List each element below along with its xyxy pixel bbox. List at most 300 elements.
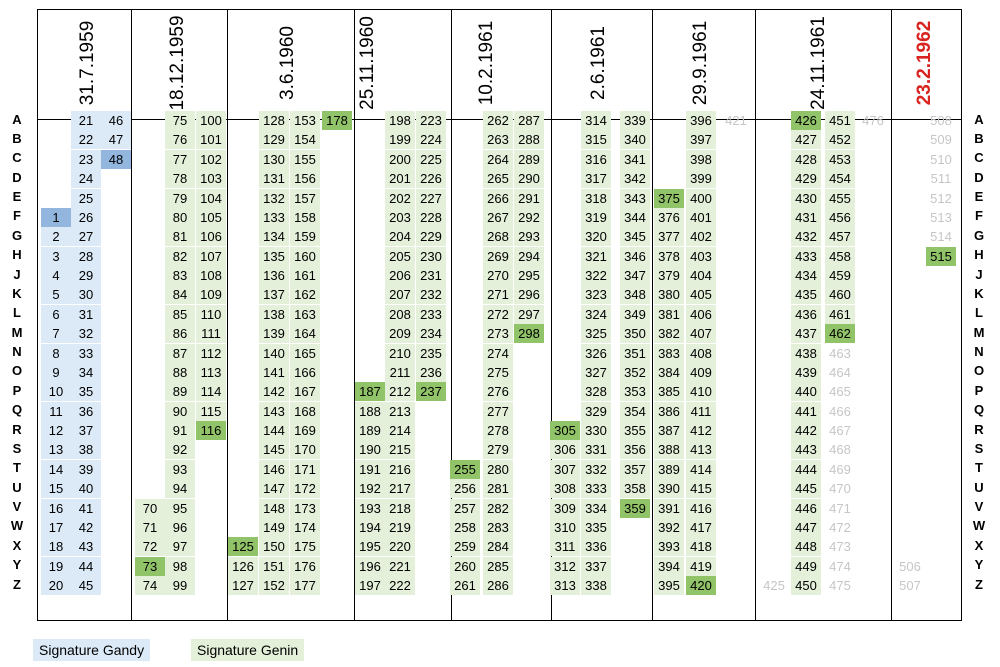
- signature-number-cell: 307: [550, 460, 580, 479]
- signature-number-cell: 77: [165, 150, 195, 169]
- signature-number-cell: 150: [259, 537, 289, 556]
- signature-number-cell: 269: [483, 247, 513, 266]
- signature-number-cell: 138: [259, 305, 289, 324]
- signature-number-cell: 386: [654, 402, 684, 421]
- signature-number-cell: 216: [385, 460, 415, 479]
- signature-number-cell: 135: [259, 247, 289, 266]
- signature-number-cell: 232: [416, 285, 446, 304]
- row-label: Z: [13, 576, 21, 592]
- signature-number-cell: 293: [514, 227, 544, 246]
- signature-number-cell: 163: [290, 305, 320, 324]
- signature-number-cell: 206: [385, 266, 415, 285]
- row-label: T: [13, 460, 21, 476]
- signature-number-cell: 319: [581, 208, 611, 227]
- signature-number-cell: 261: [450, 576, 480, 595]
- signature-number-cell: 27: [71, 227, 101, 246]
- signature-number-cell: 10: [41, 382, 71, 401]
- row-label: U: [12, 479, 22, 495]
- legend-gandy: Signature Gandy: [33, 639, 150, 661]
- signature-number-cell: 403: [686, 247, 716, 266]
- date-label: 10.2.1961: [476, 20, 497, 106]
- signature-number-cell: 166: [290, 363, 320, 382]
- signature-number-cell: 338: [581, 576, 611, 595]
- signature-number-cell: 512: [930, 190, 952, 206]
- signature-number-cell: 272: [483, 305, 513, 324]
- signature-number-cell: 323: [581, 285, 611, 304]
- signature-number-cell: 404: [686, 266, 716, 285]
- signature-number-cell: 458: [825, 247, 855, 266]
- date-label: 25.11.1960: [357, 16, 378, 110]
- row-label: O: [11, 363, 23, 379]
- date-label: 2.6.1961: [588, 26, 609, 100]
- signature-number-cell: 342: [620, 169, 650, 188]
- signature-number-cell: 146: [259, 460, 289, 479]
- signature-number-cell: 463: [829, 345, 851, 361]
- row-label: O: [973, 363, 985, 379]
- signature-number-cell: 37: [71, 421, 101, 440]
- signature-number-cell: 357: [620, 460, 650, 479]
- signature-number-cell: 18: [41, 537, 71, 556]
- row-label: U: [974, 479, 984, 495]
- signature-number-cell: 283: [483, 518, 513, 537]
- signature-number-cell: 178: [322, 111, 352, 130]
- signature-number-cell: 425: [763, 578, 785, 593]
- signature-number-cell: 256: [450, 479, 480, 498]
- signature-number-cell: 469: [829, 461, 851, 477]
- signature-number-cell: 472: [829, 519, 851, 535]
- signature-number-cell: 290: [514, 169, 544, 188]
- signature-number-cell: 9: [41, 363, 71, 382]
- date-label: 3.6.1960: [277, 26, 298, 100]
- signature-number-cell: 199: [385, 130, 415, 149]
- signature-number-cell: 322: [581, 266, 611, 285]
- signature-number-cell: 21: [71, 111, 101, 130]
- signature-number-cell: 207: [385, 285, 415, 304]
- row-label: N: [12, 344, 22, 359]
- signature-number-cell: 405: [686, 285, 716, 304]
- row-label: N: [974, 344, 984, 359]
- signature-number-cell: 42: [71, 518, 101, 537]
- signature-number-cell: 160: [290, 247, 320, 266]
- signature-number-cell: 411: [686, 402, 716, 421]
- signature-number-cell: 139: [259, 324, 289, 343]
- signature-number-cell: 143: [259, 402, 289, 421]
- legend-genin: Signature Genin: [191, 639, 304, 661]
- signature-number-cell: 421: [725, 113, 747, 128]
- signature-number-cell: 295: [514, 266, 544, 285]
- signature-number-cell: 208: [385, 305, 415, 324]
- signature-number-cell: 191: [355, 460, 385, 479]
- signature-number-cell: 255: [450, 460, 480, 479]
- signature-number-cell: 140: [259, 344, 289, 363]
- row-label: S: [12, 440, 22, 456]
- signature-number-cell: 442: [791, 421, 821, 440]
- signature-number-cell: 131: [259, 169, 289, 188]
- signature-number-cell: 2: [41, 227, 71, 246]
- signature-number-cell: 6: [41, 305, 71, 324]
- signature-number-cell: 356: [620, 440, 650, 459]
- row-label: L: [975, 305, 983, 321]
- signature-number-cell: 4: [41, 266, 71, 285]
- signature-number-cell: 169: [290, 421, 320, 440]
- date-label: 29.9.1961: [690, 20, 711, 106]
- signature-number-cell: 456: [825, 208, 855, 227]
- signature-number-cell: 341: [620, 150, 650, 169]
- signature-number-cell: 40: [71, 479, 101, 498]
- signature-number-cell: 292: [514, 208, 544, 227]
- signature-number-cell: 235: [416, 344, 446, 363]
- signature-number-cell: 284: [483, 537, 513, 556]
- signature-number-cell: 20: [41, 576, 71, 595]
- signature-number-cell: 450: [791, 576, 821, 595]
- row-label: Q: [973, 402, 985, 418]
- signature-number-cell: 115: [196, 402, 226, 421]
- signature-number-cell: 287: [514, 111, 544, 130]
- signature-number-cell: 464: [829, 364, 851, 380]
- signature-number-cell: 384: [654, 363, 684, 382]
- signature-number-cell: 137: [259, 285, 289, 304]
- signature-number-cell: 28: [71, 247, 101, 266]
- signature-number-cell: 193: [355, 499, 385, 518]
- signature-number-cell: 152: [259, 576, 289, 595]
- signature-number-cell: 443: [791, 440, 821, 459]
- signature-number-cell: 321: [581, 247, 611, 266]
- column-separator: [652, 10, 653, 620]
- signature-number-cell: 506: [899, 558, 921, 574]
- signature-number-cell: 14: [41, 460, 71, 479]
- signature-number-cell: 109: [196, 285, 226, 304]
- signature-number-cell: 445: [791, 479, 821, 498]
- signature-number-cell: 465: [829, 384, 851, 400]
- signature-number-cell: 144: [259, 421, 289, 440]
- signature-number-cell: 221: [385, 557, 415, 576]
- signature-number-cell: 332: [581, 460, 611, 479]
- signature-number-cell: 141: [259, 363, 289, 382]
- signature-number-cell: 453: [825, 150, 855, 169]
- signature-number-cell: 36: [71, 402, 101, 421]
- signature-number-cell: 383: [654, 344, 684, 363]
- signature-number-cell: 48: [101, 150, 131, 169]
- signature-number-cell: 227: [416, 189, 446, 208]
- signature-number-cell: 88: [165, 363, 195, 382]
- row-label: X: [974, 537, 984, 553]
- row-label: B: [974, 130, 984, 146]
- signature-number-cell: 270: [483, 266, 513, 285]
- signature-number-cell: 33: [71, 344, 101, 363]
- signature-number-cell: 354: [620, 402, 650, 421]
- signature-number-cell: 228: [416, 208, 446, 227]
- signature-number-cell: 173: [290, 499, 320, 518]
- signature-number-cell: 127: [228, 576, 258, 595]
- signature-number-cell: 70: [135, 499, 165, 518]
- signature-number-cell: 80: [165, 208, 195, 227]
- signature-number-cell: 106: [196, 227, 226, 246]
- signature-number-cell: 7: [41, 324, 71, 343]
- date-header: [162, 14, 194, 112]
- signature-number-cell: 25: [71, 189, 101, 208]
- signature-number-cell: 347: [620, 266, 650, 285]
- signature-number-cell: 265: [483, 169, 513, 188]
- signature-number-cell: 190: [355, 440, 385, 459]
- signature-number-cell: 320: [581, 227, 611, 246]
- row-label: E: [12, 189, 22, 204]
- signature-number-cell: 281: [483, 479, 513, 498]
- signature-number-cell: 224: [416, 130, 446, 149]
- signature-number-cell: 515: [926, 247, 956, 266]
- signature-number-cell: 226: [416, 169, 446, 188]
- row-label: J: [13, 266, 21, 282]
- signature-number-cell: 449: [791, 557, 821, 576]
- signature-number-cell: 129: [259, 130, 289, 149]
- row-label: Z: [975, 576, 983, 592]
- signature-number-cell: 74: [135, 576, 165, 595]
- signature-number-cell: 29: [71, 266, 101, 285]
- signature-number-cell: 168: [290, 402, 320, 421]
- signature-number-cell: 286: [483, 576, 513, 595]
- signature-number-cell: 452: [825, 130, 855, 149]
- signature-number-cell: 381: [654, 305, 684, 324]
- signature-number-cell: 420: [686, 576, 716, 595]
- signature-number-cell: 415: [686, 479, 716, 498]
- signature-number-cell: 76: [165, 130, 195, 149]
- signature-number-cell: 22: [71, 130, 101, 149]
- signature-number-cell: 306: [550, 440, 580, 459]
- signature-number-cell: 101: [196, 130, 226, 149]
- signature-number-cell: 102: [196, 150, 226, 169]
- signature-number-cell: 444: [791, 460, 821, 479]
- row-label: Y: [12, 557, 22, 573]
- date-label: 23.2.1962: [914, 20, 935, 106]
- signature-number-cell: 218: [385, 499, 415, 518]
- row-label: H: [12, 247, 22, 263]
- signature-number-cell: 103: [196, 169, 226, 188]
- row-label: A: [974, 111, 984, 127]
- signature-number-cell: 385: [654, 382, 684, 401]
- signature-number-cell: 509: [930, 132, 952, 148]
- signature-number-cell: 400: [686, 189, 716, 208]
- date-header: [685, 14, 717, 112]
- signature-number-cell: 266: [483, 189, 513, 208]
- row-label: P: [12, 382, 22, 398]
- row-label: G: [973, 227, 985, 243]
- signature-number-cell: 202: [385, 189, 415, 208]
- signature-number-cell: 308: [550, 479, 580, 498]
- signature-number-cell: 89: [165, 382, 195, 401]
- signature-number-cell: 257: [450, 499, 480, 518]
- signature-number-cell: 198: [385, 111, 415, 130]
- signature-number-cell: 133: [259, 208, 289, 227]
- signature-number-cell: 397: [686, 130, 716, 149]
- signature-number-cell: 343: [620, 189, 650, 208]
- signature-number-cell: 107: [196, 247, 226, 266]
- signature-number-cell: 348: [620, 285, 650, 304]
- signature-number-cell: 116: [196, 421, 226, 440]
- signature-number-cell: 382: [654, 324, 684, 343]
- signature-number-cell: 273: [483, 324, 513, 343]
- signature-number-cell: 31: [71, 305, 101, 324]
- signature-number-cell: 340: [620, 130, 650, 149]
- signature-number-cell: 113: [196, 363, 226, 382]
- signature-number-cell: 379: [654, 266, 684, 285]
- signature-number-cell: 446: [791, 499, 821, 518]
- signature-number-cell: 98: [165, 557, 195, 576]
- signature-number-cell: 388: [654, 440, 684, 459]
- row-label: M: [973, 324, 985, 340]
- signature-number-cell: 277: [483, 402, 513, 421]
- signature-number-cell: 39: [71, 460, 101, 479]
- signature-number-cell: 205: [385, 247, 415, 266]
- signature-number-cell: 110: [196, 305, 226, 324]
- signature-number-cell: 289: [514, 150, 544, 169]
- signature-number-cell: 312: [550, 557, 580, 576]
- date-header: [471, 14, 503, 112]
- row-label: K: [12, 285, 22, 301]
- signature-number-cell: 419: [686, 557, 716, 576]
- signature-number-cell: 83: [165, 266, 195, 285]
- row-label: R: [12, 421, 22, 437]
- signature-number-cell: 434: [791, 266, 821, 285]
- date-label: 24.11.1961: [808, 16, 829, 110]
- date-header: [909, 14, 941, 112]
- signature-number-cell: 153: [290, 111, 320, 130]
- row-label: M: [11, 324, 23, 340]
- column-separator: [755, 10, 756, 620]
- signature-number-cell: 377: [654, 227, 684, 246]
- signature-number-cell: 455: [825, 189, 855, 208]
- signature-number-cell: 268: [483, 227, 513, 246]
- signature-number-cell: 99: [165, 576, 195, 595]
- signature-number-cell: 390: [654, 479, 684, 498]
- signature-number-cell: 214: [385, 421, 415, 440]
- signature-number-cell: 125: [228, 537, 258, 556]
- signature-number-cell: 85: [165, 305, 195, 324]
- signature-number-cell: 111: [196, 324, 226, 343]
- row-label: E: [974, 189, 984, 204]
- signature-number-cell: 234: [416, 324, 446, 343]
- column-separator: [131, 10, 132, 620]
- signature-number-cell: 203: [385, 208, 415, 227]
- signature-number-cell: 94: [165, 479, 195, 498]
- signature-number-cell: 454: [825, 169, 855, 188]
- signature-number-cell: 92: [165, 440, 195, 459]
- signature-number-cell: 155: [290, 150, 320, 169]
- signature-number-cell: 297: [514, 305, 544, 324]
- signature-number-cell: 451: [825, 111, 855, 130]
- row-label: H: [974, 247, 984, 263]
- date-header: [803, 14, 835, 112]
- row-label: W: [10, 518, 24, 534]
- signature-number-cell: 225: [416, 150, 446, 169]
- signature-number-cell: 432: [791, 227, 821, 246]
- signature-number-cell: 170: [290, 440, 320, 459]
- signature-number-cell: 329: [581, 402, 611, 421]
- signature-number-cell: 3: [41, 247, 71, 266]
- signature-table: [37, 9, 962, 621]
- row-label: A: [12, 111, 22, 127]
- signature-number-cell: 188: [355, 402, 385, 421]
- signature-number-cell: 326: [581, 344, 611, 363]
- row-label: F: [13, 208, 21, 224]
- signature-number-cell: 171: [290, 460, 320, 479]
- signature-number-cell: 87: [165, 344, 195, 363]
- signature-number-cell: 230: [416, 247, 446, 266]
- signature-number-cell: 174: [290, 518, 320, 537]
- signature-number-cell: 128: [259, 111, 289, 130]
- signature-number-cell: 145: [259, 440, 289, 459]
- signature-number-cell: 476: [862, 113, 884, 128]
- signature-number-cell: 359: [620, 499, 650, 518]
- signature-number-cell: 315: [581, 130, 611, 149]
- signature-number-cell: 90: [165, 402, 195, 421]
- signature-number-cell: 441: [791, 402, 821, 421]
- signature-number-cell: 1: [41, 208, 71, 227]
- signature-number-cell: 378: [654, 247, 684, 266]
- date-header: [72, 14, 104, 112]
- signature-number-cell: 219: [385, 518, 415, 537]
- signature-number-cell: 276: [483, 382, 513, 401]
- signature-number-cell: 165: [290, 344, 320, 363]
- signature-number-cell: 401: [686, 208, 716, 227]
- row-label: L: [13, 305, 21, 321]
- signature-number-cell: 394: [654, 557, 684, 576]
- signature-number-cell: 136: [259, 266, 289, 285]
- signature-number-cell: 437: [791, 324, 821, 343]
- signature-number-cell: 313: [550, 576, 580, 595]
- signature-number-cell: 416: [686, 499, 716, 518]
- signature-number-cell: 327: [581, 363, 611, 382]
- signature-number-cell: 466: [829, 403, 851, 419]
- signature-number-cell: 220: [385, 537, 415, 556]
- signature-number-cell: 158: [290, 208, 320, 227]
- signature-number-cell: 510: [930, 151, 952, 167]
- signature-number-cell: 189: [355, 421, 385, 440]
- signature-number-cell: 418: [686, 537, 716, 556]
- signature-number-cell: 353: [620, 382, 650, 401]
- signature-number-cell: 223: [416, 111, 446, 130]
- signature-number-cell: 318: [581, 189, 611, 208]
- signature-number-cell: 335: [581, 518, 611, 537]
- date-header: [583, 14, 615, 112]
- row-label: D: [12, 169, 22, 185]
- signature-number-cell: 271: [483, 285, 513, 304]
- column-separator: [227, 10, 228, 620]
- signature-number-cell: 325: [581, 324, 611, 343]
- signature-number-cell: 311: [550, 537, 580, 556]
- signature-number-cell: 438: [791, 344, 821, 363]
- signature-number-cell: 264: [483, 150, 513, 169]
- signature-number-cell: 197: [355, 576, 385, 595]
- signature-number-cell: 32: [71, 324, 101, 343]
- signature-number-cell: 380: [654, 285, 684, 304]
- signature-number-cell: 280: [483, 460, 513, 479]
- signature-number-cell: 355: [620, 421, 650, 440]
- signature-number-cell: 212: [385, 382, 415, 401]
- signature-number-cell: 317: [581, 169, 611, 188]
- signature-number-cell: 427: [791, 130, 821, 149]
- signature-number-cell: 192: [355, 479, 385, 498]
- signature-number-cell: 330: [581, 421, 611, 440]
- signature-number-cell: 459: [825, 266, 855, 285]
- signature-number-cell: 413: [686, 440, 716, 459]
- signature-number-cell: 211: [385, 363, 415, 382]
- signature-number-cell: 511: [930, 171, 952, 187]
- signature-number-cell: 395: [654, 576, 684, 595]
- signature-number-cell: 222: [385, 576, 415, 595]
- signature-number-cell: 429: [791, 169, 821, 188]
- signature-number-cell: 285: [483, 557, 513, 576]
- signature-number-cell: 45: [71, 576, 101, 595]
- signature-number-cell: 229: [416, 227, 446, 246]
